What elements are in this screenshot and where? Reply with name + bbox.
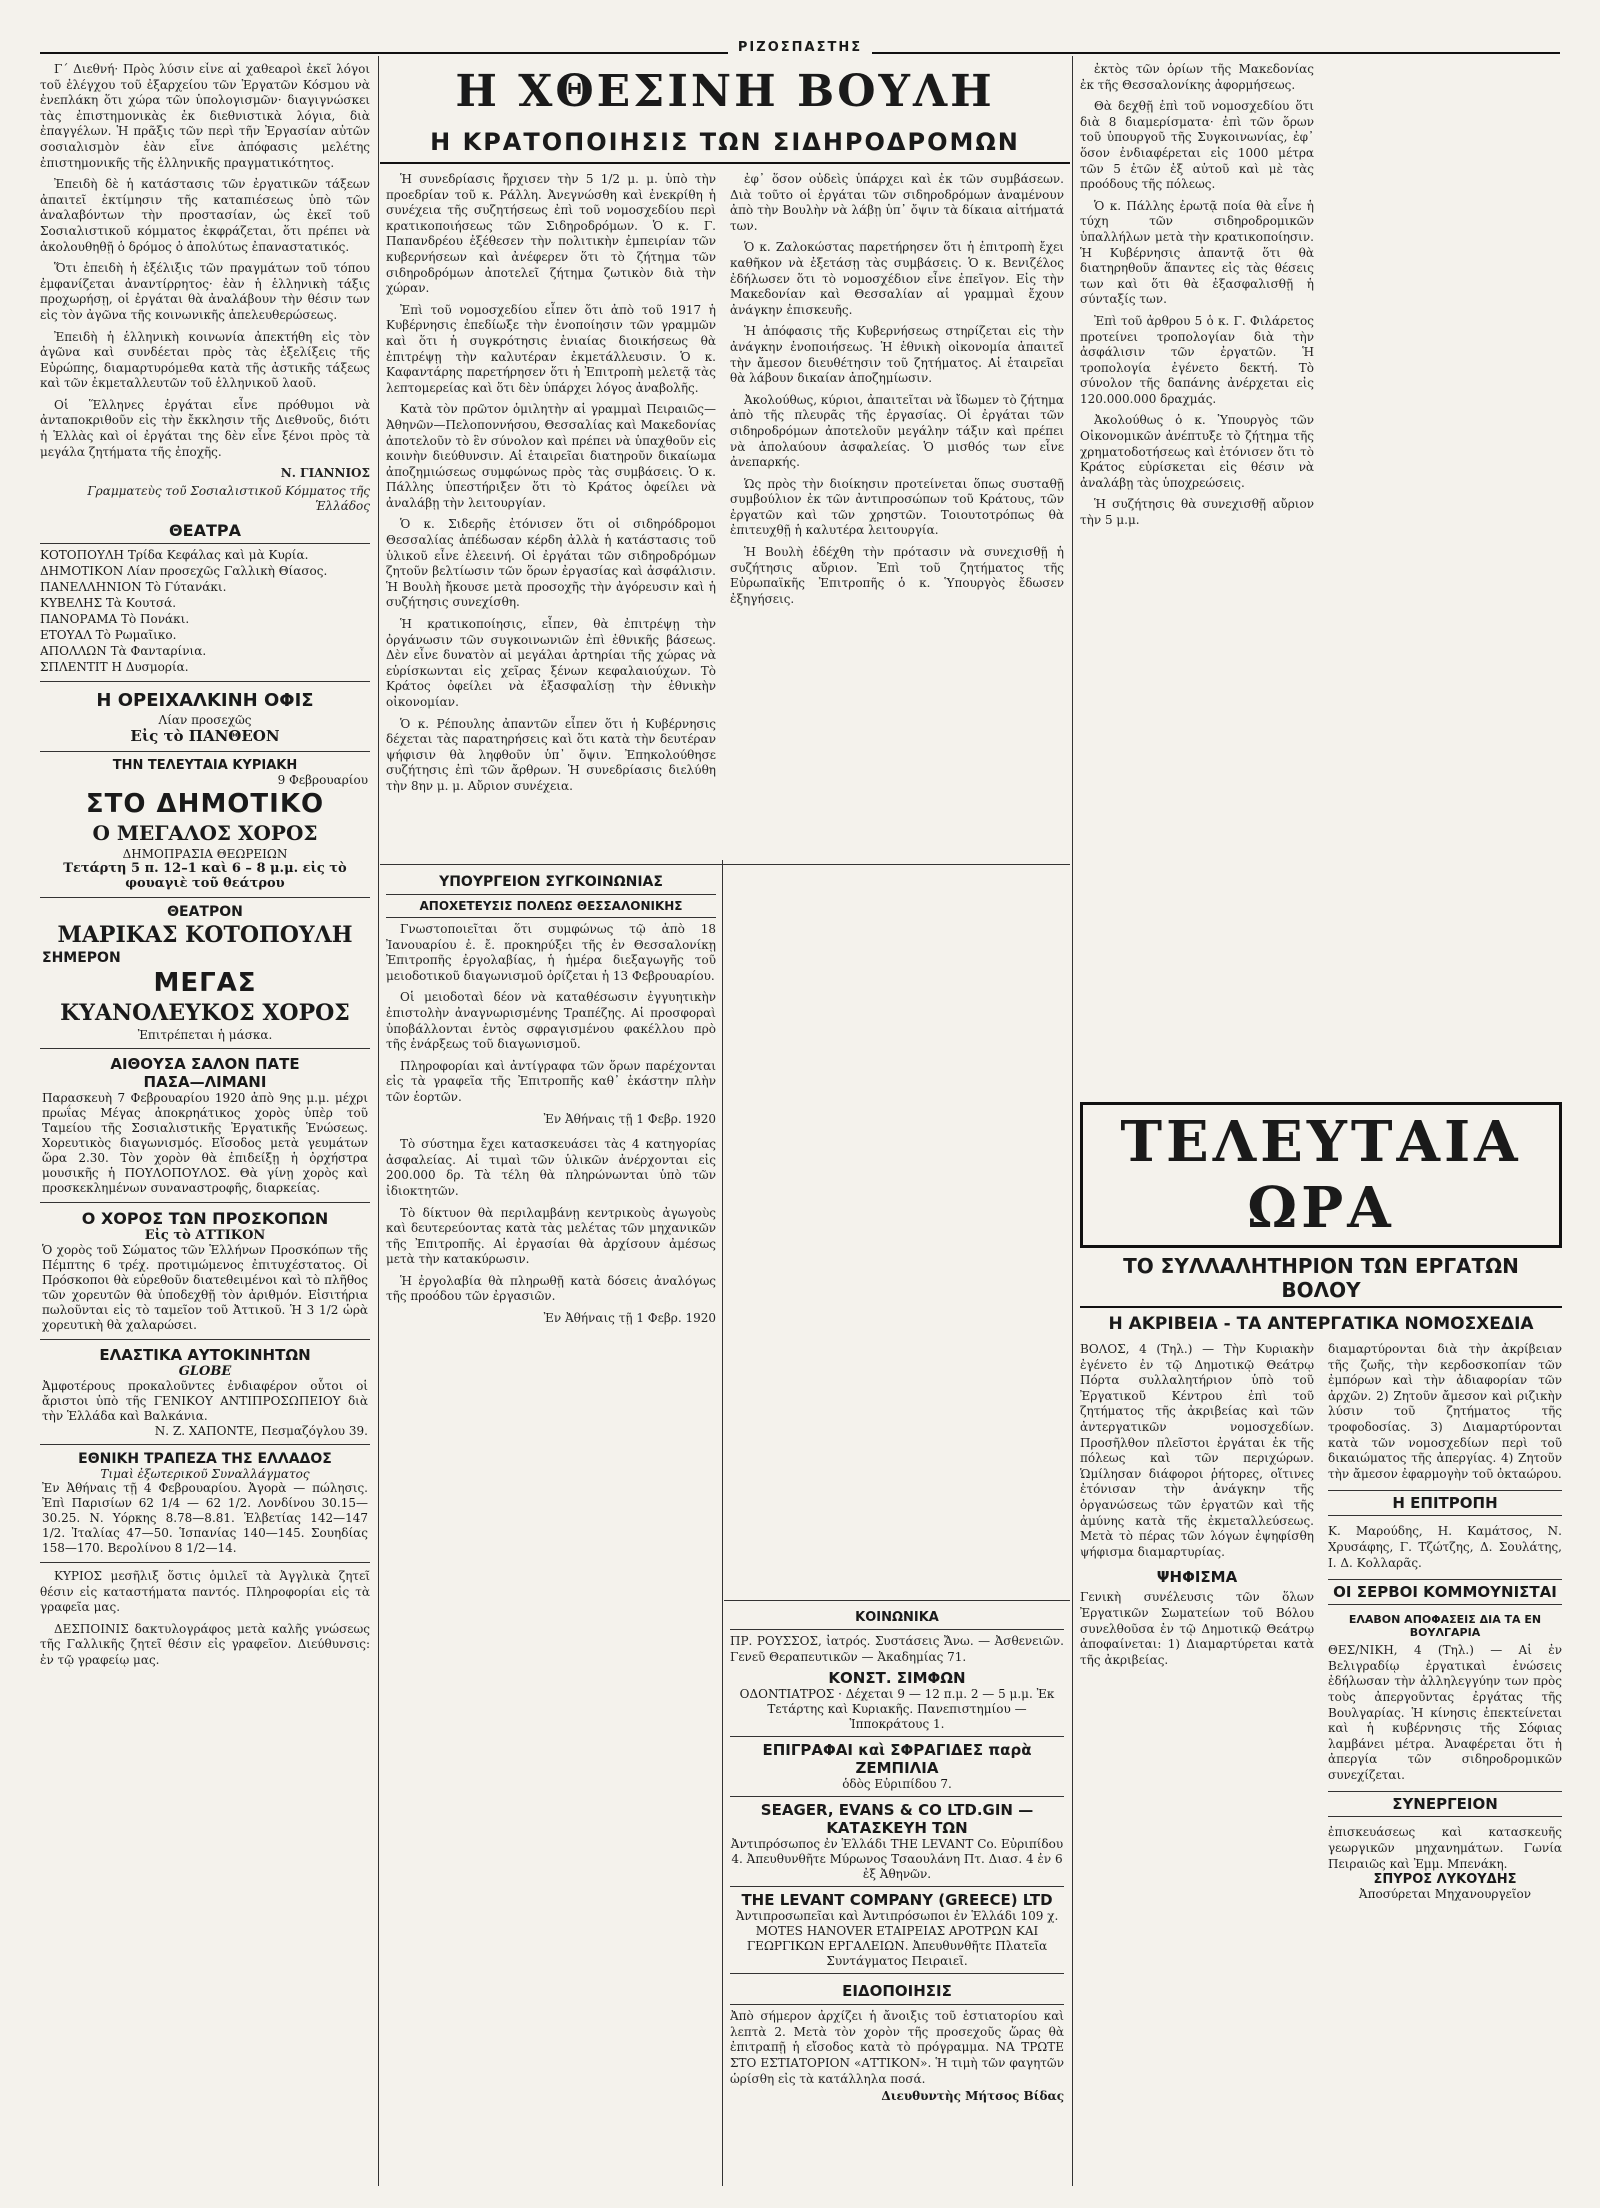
classified-head: SEAGER, EVANS & CO LTD.GIN — ΚΑΤΑΣΚΕΥΗ ΤΩΝ: [760, 1801, 1034, 1838]
last-hour-right: [1328, 1342, 1562, 1901]
section-rule: [380, 864, 1070, 865]
classified-text: Ἀντιπρόσωπος ἐν Ἑλλάδι THE LEVANT Co. Εὐριπίδου 4. Ἀπευθυνθῆτε Μύρωνος Τσαουλάνη Πτ. Διασ. 4 ἐν 6 ἐξ Ἀθηνῶν.: [730, 1837, 1064, 1882]
classified-head: ΕΠΙΓΡΑΦΑΙ καὶ ΣΦΡΑΓΙΔΕΣ παρὰ ΖΕΜΠΙΛΙΑ: [762, 1741, 1032, 1778]
classified-text: Ἀντιπροσωπεῖαι καὶ Ἀντιπρόσωποι ἐν Ἑλλάδι 109 χ. MOTES HANOVER ΕΤΑΙΡΕΙΑΣ ΑΡΟΤΡΩΝ ΚΑΙ ΓΕΩΡΓΙΚΩΝ ΕΡΓΑΛΕΙΩΝ. Ἀπευθυνθῆτε Πλατεῖα Συντάγματος Πειραιεῖ.: [735, 1909, 1059, 1969]
main-paragraph: Ἡ συνεδρίασις ἤρχισεν τὴν 5 1/2 μ. μ. ὑπὸ τὴν προεδρίαν τοῦ κ. Ράλλη. Ἀνεγνώσθη καὶ ἐνεκρίθη ἡ συνέχεια τῆς συζητήσεως ἐπὶ τοῦ νομοσχεδίου περὶ κρατικοποιήσεως τῶν Σιδηροδρόμων. Ὁ κ. Γ. Παπανδρέου ἐξέθεσεν τὴν πολιτικὴν ἐμπειρίαν τῶν κυβερνήσεων καὶ ἀνέφερεν ὅτι τὸ ζήτημα τῶν σιδηροδρόμων ἀποτελεῖ ζήτημα ζωτικὸν διὰ τὴν χώραν.: [386, 172, 716, 296]
ad-bank-title: ΕΘΝΙΚΗ ΤΡΑΠΕΖΑ ΤΗΣ ΕΛΛΑΔΟΣ: [78, 1451, 332, 1468]
main-paragraph: Ὁ κ. Ρέπουλης ἀπαντῶν εἶπεν ὅτι ἡ Κυβέρνησις δέχεται τὰς παρατηρήσεις καὶ ὅτι κατὰ τὴν δευτέραν ψήφισιν θὰ ληφθοῦν ὑπ᾽ ὄψιν. Ἐπηκολούθησε συζήτησις ἐπὶ τῶν ἄρθρων. Ἡ συνεδρίασις διελύθη τὴν 8ην μ. μ. Αὔριον συνέχεια.: [386, 716, 716, 793]
ad-misc-line: ΚΥΡΙΟΣ μεσῆλιξ ὅστις ὁμιλεῖ τὰ Ἀγγλικὰ ζητεῖ θέσιν εἰς καταστήματα παντός. Πληροφορίαι εἰς τὰ γραφεῖα μας.: [40, 1569, 370, 1615]
main-paragraph: Κατὰ τὸν πρῶτον ὁμιλητὴν αἱ γραμμαὶ Πειραιῶς—Ἀθηνῶν—Πελοποννήσου, Θεσσαλίας καὶ Μακεδονίας ἀποτελοῦν τὸ ἓν σύνολον καὶ πρέπει νὰ ὑπαχθοῦν εἰς κοινὴν διεύθυνσιν. Αἱ ἑταιρεῖαι διατηροῦν δικαίωμα ἀποζημιώσεως συμφώνως πρὸς τὰς συμβάσεις. Ὁ κ. Πάλλης ὑπεστήριξεν ὅτι τὸ Κράτος ὀφείλει νὰ ἀναλάβῃ τὴν λειτουργίαν.: [386, 402, 716, 510]
front-subheadline: Η ΚΡΑΤΟΠΟΙΗΣΙΣ ΤΩΝ ΣΙΔΗΡΟΔΡΟΜΩΝ: [380, 128, 1070, 164]
ad-theatre-line: ΜΕΓΑΣ: [153, 968, 257, 999]
classifieds-column: [730, 1606, 1064, 2196]
theatres-list: [40, 548, 370, 675]
col4-article: [1080, 62, 1562, 1102]
ad-bank-text: Ἐν Ἀθήναις τῇ 4 Φεβρουαρίου. Ἀγορὰ — πώλησις. Ἐπὶ Παρισίων 62 1/4 — 62 1/2. Λονδίνου 30.15—30.25. Ν. Υόρκης 8.78—8.81. Ἑλβετίας 142—147 1/2. Ἰταλίας 47—50. Ἱσπανίας 140—145. Σουηδίας 158—170. Βερολίνου 8 1/2—14.: [42, 1481, 368, 1556]
ad-orient-line: Λίαν προσεχῶς: [158, 713, 252, 728]
theatre-item: ΣΠΛΕΝΤΙΤ Η Δυσμορία.: [40, 660, 189, 675]
last-hour-sub2: Η ΑΚΡΙΒΕΙΑ - ΤΑ ΑΝΤΕΡΓΑΤΙΚΑ ΝΟΜΟΣΧΕΔΙΑ: [1108, 1314, 1534, 1334]
left-article: [40, 62, 370, 515]
notices-text: Ἀπὸ σήμερον ἀρχίζει ἡ ἄνοιξις τοῦ ἑστιατορίου καὶ λεπτὰ 2. Μετὰ τὸν χορὸν τῆς προσεχοῦς ὥρας θὰ ἐπιτραπῇ ἡ εἴσοδος κατὰ τὸ πρόγραμμα. ΝΑ ΤΡΩΤΕ ΣΤΟ ΕΣΤΙΑΤΟΡΙΟΝ «ΑΤΤΙΚΟΝ». Ἡ τιμὴ τῶν φαγητῶν ὡρίσθη εἰς τὰ κατάλληλα ποσά.: [730, 2009, 1064, 2086]
col4-paragraph: ἐκτὸς τῶν ὁρίων τῆς Μακεδονίας ἐκ τῆς Θεσσαλονίκης ἀφορμήσεως.: [1080, 62, 1314, 92]
col3-paragraph: Ἡ Βουλὴ ἐδέχθη τὴν πρότασιν νὰ συνεχισθῇ ἡ συζήτησις αὔριον. Ἐπὶ τοῦ ζητήματος τῆς Εὐρωπαϊκῆς Ἐπιτροπῆς ὁ κ. Ὑπουργὸς ἔδωσεν ἐξηγήσεις.: [730, 545, 1064, 606]
theatre-item: ΑΠΟΛΛΩΝ Τὰ Φανταρίνια.: [40, 644, 207, 659]
ad-dance-line: 9 Φεβρουαρίου: [277, 773, 368, 788]
ministry-paragraph: Πληροφορίαι καὶ ἀντίγραφα τῶν ὅρων παρέχονται εἰς τὰ γραφεῖα τῆς Ἐπιτροπῆς καθ᾽ ἑκάστην πλὴν τῶν ἑορτῶν.: [386, 1058, 716, 1104]
ad-theatre-line: ΘΕΑΤΡΟΝ: [167, 904, 243, 921]
last-hour-sub1: ΤΟ ΣΥΛΛΑΛΗΤΗΡΙΟΝ ΤΩΝ ΕΡΓΑΤΩΝ ΒΟΛΟΥ: [1080, 1254, 1562, 1308]
social-text: ΠΡ. ΡΟΥΣΣΟΣ, ἰατρός. Συστάσεις Ἄνω. — Ἀσθενειῶν. Γενεῦ Θεραπευτικῶν — Ἀκαδημίας 71.: [730, 1634, 1064, 1664]
main-paragraph: Ἡ κρατικοποίησις, εἶπεν, θὰ ἐπιτρέψῃ τὴν ὀργάνωσιν τῶν συγκοινωνιῶν ἐπὶ ἐθνικῆς βάσεως. Δὲν εἶνε δυνατὸν αἱ μεγάλαι ἀρτηρίαι τῆς χώρας νὰ εὑρίσκωνται εἰς χεῖρας ξένων κεφαλαιούχων. Τὸ Κράτος ὀφείλει νὰ ἐξασφαλίσῃ τὴν ἐθνικὴν οἰκονομίαν.: [386, 617, 716, 709]
section2-sub: ΕΛΑΒΟΝ ΑΠΟΦΑΣΕΙΣ ΔΙΑ ΤΑ ΕΝ ΒΟΥΛΓΑΡΙΑ: [1348, 1613, 1542, 1640]
classified-0: [730, 1665, 1064, 1737]
ad-scouts: [40, 1203, 370, 1340]
ad-scouts-text: Ὁ χορὸς τοῦ Σώματος τῶν Ἑλλήνων Προσκόπων τῆς Πέμπτης 6 τρέχ. προτιμώμενος ἐπιτυχέστατος. Οἱ Πρόσκοποι θὰ εὑρεθοῦν διατεθειμένοι καὶ τὸ πλῆθος τῶν χορευτῶν θὰ ὑποδεχθῇ τὸν ἀριθμόν. Εἰσιτήρια πωλοῦνται εἰς τὸ ταμεῖον τοῦ Ἀττικοῦ. Ἡ 3 1/2 ὡρὰ χορευτικὴ θὰ χαλαρώσει.: [42, 1243, 368, 1333]
ad-theatre-line: ΣΗΜΕΡΟΝ: [42, 950, 121, 967]
synergeion-title: ΣΥΝΕΡΓΕΙΟΝ: [1328, 1791, 1562, 1817]
theatre-item: ΚΟΤΟΠΟΥΛΗ Τρίδα Κεφάλας καὶ μὰ Κυρία.: [40, 548, 309, 563]
mid-bottom: [386, 1137, 716, 1327]
notices-signature: Διευθυντὴς Μήτσος Βίδας: [881, 2089, 1064, 2104]
ministry-paragraph: Οἱ μειοδοταὶ δέον νὰ καταθέσωσιν ἐγγυητικὴν ἐπιστολὴν ἀναγνωρισμένης Τραπέζης. Αἱ προσφοραὶ ὑποβάλλονται ἐντὸς σφραγισμένου φακέλλου πρὸ τῆς ἐνάρξεως τοῦ διαγωνισμοῦ.: [386, 990, 716, 1052]
ministry-body: [386, 922, 716, 1127]
ad-misc-line: ΔΕΣΠΟΙΝΙΣ δακτυλογράφος μετὰ καλῆς γνώσεως τῆς Γαλλικῆς ζητεῖ θέσιν εἰς γραφεῖον. Διεύθυνσις: ἐν τῷ γραφείῳ μας.: [40, 1621, 370, 1667]
last-hour-body: [1080, 1342, 1562, 1901]
ministry-paragraph: Γνωστοποιεῖται ὅτι συμφώνως τῷ ἀπὸ 18 Ἰανουαρίου ἐ. ἔ. προκηρύξει τῆς ἐν Θεσσαλονίκῃ Ἐπιτροπῆς ἐργολαβίας, ἡ ἡμέρα διεξαγωγῆς τοῦ μειοδοτικοῦ διαγωνισμοῦ ὁρίζεται ἡ 13 Φεβρουαρίου.: [386, 922, 716, 983]
ad-dance: [40, 752, 370, 898]
ad-salon-text: Παρασκευὴ 7 Φεβρουαρίου 1920 ἀπὸ 9ης μ.μ. μέχρι πρωΐας Μέγας ἀποκρηάτικος χορὸς ὑπὲρ τοῦ Ταμείου τῆς Σοσιαλιστικῆς Ἐργατικῆς Ἑνώσεως. Χορευτικὸς διαγωνισμός. Εἴσοδος μετὰ γευμάτων ὥρα 2.30. Τὸν χορὸν θὰ ἐπιδείξῃ ἡ ὀρχήστρα μουσικῆς ἡ ΠΟΥΛΟΠΟΥΛΟΣ. Θὰ γίνῃ χορὸς καὶ προσκεκλημένων συναναστροφῆς, διαρκείας.: [42, 1091, 368, 1196]
main-paragraph: Ἐπὶ τοῦ νομοσχεδίου εἶπεν ὅτι ἀπὸ τοῦ 1917 ἡ Κυβέρνησις ἐπεδίωξε τὴν ἐνοποίησιν τῶν γραμμῶν καὶ ὅτι ἡ συγκρότησις ἑνιαίας διοικήσεως θὰ ἐπιτρέψῃ τὴν καλυτέραν ἐκμετάλλευσιν. Ὁ κ. Καφαντάρης παρετήρησεν ὅτι ἡ Ἐπιτροπὴ μελετᾷ τὰς λεπτομερείας καὶ ὅτι δὲν ὑπάρχει λόγος ἀναβολῆς.: [386, 302, 716, 395]
col4-paragraph: Ἡ συζήτησις θὰ συνεχισθῇ αὔριον τὴν 5 μ.μ.: [1080, 497, 1314, 528]
ad-salon-line: ΠΑΣΑ—ΛΙΜΑΝΙ: [143, 1073, 267, 1092]
resolution-text: Γενικὴ συνέλευσις τῶν ὅλων Ἐργατικῶν Σωματείων τοῦ Βόλου συνελθοῦσα ἐν τῷ Δημοτικῷ Θεάτρῳ ἀποφαίνεται: 1) Διαμαρτύρεται κατὰ τῆς ἀκριβείας.: [1080, 1590, 1314, 1667]
left-column: [40, 62, 370, 2192]
ad-orient-line: Εἰς τὸ ΠΑΝΘΕΟΝ: [130, 727, 280, 746]
last-hour-right-text: διαμαρτύρονται διὰ τὴν ἀκρίβειαν τῆς ζωῆς, τὴν κερδοσκοπίαν τῶν ἐμπόρων καὶ τὴν ἀδιαφορίαν τῶν ἀρχῶν. 2) Ζητοῦν ἄμεσον καὶ ριζικὴν λύσιν τοῦ ζητήματος τῆς τροφοδοσίας. 3) Διαμαρτύρονται κατὰ τῶν νομοσχεδίων περὶ τοῦ δικαιώματος τῆς ἀπεργίας. 4) Ζητοῦν τὴν ἄμεσον ἐφαρμογὴν τοῦ ὀκταώρου.: [1328, 1342, 1562, 1481]
ad-dance-line: ΤΗΝ ΤΕΛΕΥΤΑΙΑ ΚΥΡΙΑΚΗ: [112, 758, 298, 774]
col3-paragraph: Ὡς πρὸς τὴν διοίκησιν προτείνεται ὅπως συσταθῇ συμβούλιον ἐκ τῶν ἀντιπροσώπων τοῦ Κράτους, τῶν ἐργατῶν καὶ τῶν χρηστῶν. Τοιουτοτρόπως θὰ ἐπιτευχθῇ ἡ καλυτέρα λειτουργία.: [730, 476, 1064, 538]
ad-misc: [40, 1569, 370, 1669]
ad-orient-title: Η ΟΡΕΙΧΑΛΚΙΝΗ ΟΦΙΣ: [96, 690, 314, 712]
mid-bottom-paragraph: Ἡ ἐργολαβία θὰ πληρωθῇ κατὰ δόσεις ἀναλόγως τῆς προόδου τῶν ἐργασιῶν.: [386, 1273, 716, 1304]
classified-3: [730, 1887, 1064, 1974]
ad-scouts-title: Ο ΧΟΡΟΣ ΤΩΝ ΠΡΟΣΚΟΠΩΝ: [81, 1209, 329, 1229]
masthead: [40, 24, 1560, 54]
ad-theatre-line: ΚΥΑΝΟΛΕΥΚΟΣ ΧΟΡΟΣ: [60, 1000, 350, 1027]
ministry-title: ΥΠΟΥΡΓΕΙΟΝ ΣΥΓΚΟΙΝΩΝΙΑΣ: [386, 870, 716, 895]
resolution-title: ΨΗΦΙΣΜΑ: [1156, 1568, 1238, 1587]
synergeion-text: ἐπισκευάσεως καὶ κατασκευῆς γεωργικῶν μηχανημάτων. Γωνία Πειραιῶς καὶ Ἐμμ. Μπενάκη.: [1328, 1825, 1562, 1871]
section2-text: ΘΕΣ/ΝΙΚΗ, 4 (Τηλ.) — Αἱ ἐν Βελιγραδίῳ ἐργατικαὶ ἑνώσεις ἐδήλωσαν τὴν ἀλληλεγγύην των πρὸς τοὺς ἀπεργοῦντας ἐργάτας τῆς Βουλγαρίας. Ἡ κίνησις ἐπεκτείνεται καὶ ἡ κυβέρνησις τῆς Σόφιας λαμβάνει μέτρα. Ἀναφέρεται ὅτι ἡ ἀπεργία τῶν σιδηροδρομικῶν συνεχίζεται.: [1328, 1643, 1562, 1782]
synergeion-sign: ΣΠΥΡΟΣ ΛΥΚΟΥΔΗΣ: [1373, 1872, 1517, 1888]
theatre-item: ΠΑΝΟΡΑΜΑ Τὸ Πονάκι.: [40, 612, 190, 627]
mid-bottom-paragraph: Τὸ δίκτυον θὰ περιλαμβάνῃ κεντρικοὺς ἀγωγοὺς καὶ δευτερεύοντας κατὰ τὰς μελέτας τῶν μηχανικῶν τῆς Ἐπιτροπῆς. Αἱ ἐργασίαι θὰ ἀρχίσουν ἀμέσως μετὰ τὴν κατακύρωσιν.: [386, 1205, 716, 1267]
ad-theatre-line: ΜΑΡΙΚΑΣ ΚΟΤΟΠΟΥΛΗ: [57, 922, 353, 949]
classified-text: ΟΔΟΝΤΙΑΤΡΟΣ · Δέχεται 9 — 12 π.μ. 2 — 5 μ.μ. Ἐκ Τετάρτης καὶ Κυριακῆς. Πανεπιστημίου — Ἱπποκράτους 1.: [739, 1687, 1055, 1732]
mid-bottom-paragraph: Τὸ σύστημα ἔχει κατασκευάσει τὰς 4 κατηγορίας ἀσφαλείας. Αἱ τιμαὶ τῶν ὑλικῶν ἀνέρχονται εἰς 200.000 δρ. Τὰ τέλη θὰ πληρώνωνται ὑπὸ τῶν ἰδιοκτητῶν.: [386, 1137, 716, 1198]
last-hour-left-text: ΒΟΛΟΣ, 4 (Τηλ.) — Τὴν Κυριακὴν ἐγένετο ἐν τῷ Δημοτικῷ Θεάτρῳ Πόρτα συλλαλητήριον ὑπὸ τοῦ Ἐργατικοῦ Κέντρου ἐπὶ τοῦ ζητήματος τῆς ἀκριβείας καὶ τῶν ἀντεργατικῶν νομοσχεδίων. Προσῆλθον πλεῖστοι ἐργάται ἐκ τῆς πόλεως καὶ τῶν περιχώρων. Ὡμίλησαν διάφοροι ῥήτορες, οἵτινες ἐτόνισαν τὴν ἀνάγκην τῆς ὀργανώσεως τῶν ἐργατῶν καὶ τῆς ἀμύνης κατὰ τῆς ἐκμεταλλεύσεως. Μετὰ τὸ πέρας τῶν λόγων ἐψηφίσθη ψήφισμα διαμαρτυρίας.: [1080, 1342, 1314, 1559]
last-hour-left: [1080, 1342, 1314, 1901]
classified-2: [730, 1797, 1064, 1887]
ad-orient: [40, 681, 370, 752]
ad-dance-line: ΣΤΟ ΔΗΜΟΤΙΚΟ: [85, 789, 325, 820]
ad-tyres-brand: GLOBE: [178, 1364, 232, 1380]
masthead-title: ΡΙΖΟΣΠΑΣΤΗΣ: [728, 40, 872, 55]
left-paragraph: Οἱ Ἕλληνες ἐργάται εἶνε πρόθυμοι νὰ ἀνταποκριθοῦν εἰς τὴν ἔκκλησιν τῆς Διεθνοῦς, διότι ἡ Ἑλλὰς καὶ οἱ ἐργάται της δὲν εἶνε ξένοι πρὸς τὰ μεγάλα ζητήματα τῆς ἐποχῆς.: [40, 397, 370, 459]
classified-head: ΚΟΝΣΤ. ΣΙΜΦΩΝ: [828, 1669, 966, 1688]
classified-1: [730, 1737, 1064, 1797]
committee-title: Η ΕΠΙΤΡΟΠΗ: [1328, 1490, 1562, 1516]
front-headline: Η ΧΘΕΣΙΝΗ ΒΟΥΛΗ: [455, 66, 995, 117]
column-rule: [378, 56, 379, 2186]
left-paragraph: Ὅτι ἐπειδὴ ἡ ἐξέλιξις τῶν πραγμάτων τοῦ τόπου ἐμφανίζεται ἀναντίρρητος· ἐὰν ἡ ἑλληνικὴ τάξις προχωρήσῃ, οἱ ἐργάται θὰ ἀναλάβουν τὴν θέσιν των εἰς τὸν ἀγῶνα τῆς κοινωνικῆς ἀπελευθερώσεως.: [40, 261, 370, 322]
notices-title: ΕΙΔΟΠΟΙΗΣΙΣ: [730, 1978, 1064, 2005]
ministry-signature: Ἐν Ἀθήναις τῇ 1 Φεβρ. 1920: [543, 1111, 716, 1126]
ad-tyres-title: ΕΛΑΣΤΙΚΑ ΑΥΤΟΚΙΝΗΤΩΝ: [99, 1346, 311, 1365]
left-paragraph: Ἐπειδὴ ἡ ἑλληνικὴ κοινωνία ἀπεκτήθη εἰς τὸν ἀγῶνα καὶ συνδέεται πρὸς τὰς ἐξελίξεις τῆς Εὐρώπης, διαμαρτυρόμεθα κατὰ τῆς ἀστικῆς τάξεως καὶ τῶν ἐκμεταλλευτῶν τοῦ ἑλληνικοῦ λαοῦ.: [40, 329, 370, 391]
ad-salon-line: ΑΙΘΟΥΣΑ ΣΑΛΟΝ ΠΑΤΕ: [110, 1055, 300, 1074]
mid-bottom-signature: Ἐν Ἀθήναις τῇ 1 Φεβρ. 1920: [543, 1311, 716, 1326]
ad-bank-sub: Τιμαὶ ἐξωτερικοῦ Συναλλάγματος: [100, 1467, 310, 1482]
theatre-item: ΔΗΜΟΤΙΚΟΝ Λίαν προσεχῶς Γαλλικὴ Θίασος.: [40, 564, 328, 579]
col3-article: [730, 172, 1064, 607]
col3-paragraph: ἐφ᾽ ὅσον οὐδεὶς ὑπάρχει καὶ ἐκ τῶν συμβάσεων. Διὰ τοῦτο οἱ ἐργάται τῶν σιδηροδρόμων ἀναμένουν ἀπὸ τὴν Βουλὴν νὰ λάβῃ ὑπ᾽ ὄψιν τὰ δίκαια αἰτήματά των.: [730, 172, 1064, 233]
ad-theatre-line: Ἐπιτρέπεται ἡ μάσκα.: [137, 1028, 273, 1043]
synergeion-sign2: Ἀποσύρεται Μηχανουργεῖον: [1358, 1887, 1532, 1902]
left-paragraph: Ἐπειδὴ δὲ ἡ κατάστασις τῶν ἐργατικῶν τάξεων ἀπαιτεῖ ἐκτίμησιν τῆς καταπιέσεως ὑπὸ τῶν ἀναλαβόντων τὴν προστασίαν, ὡς ἐκεῖ τοῦ Σοσιαλιστικοῦ κόμματος ἐκφράζεται, ὅτι πρέπει νὰ ἀκολουθηθῇ ὁ δρόμος ὁ ἀπολύτως ἐπαναστατικός.: [40, 177, 370, 254]
social-title: ΚΟΙΝΩΝΙΚΑ: [730, 1606, 1064, 1630]
ad-bank: [40, 1445, 370, 1563]
last-hour-title: ΤΕΛΕΥΤΑΙΑ ΩΡΑ: [1080, 1102, 1562, 1248]
section-rule: [724, 1600, 1070, 1601]
col4-paragraph: Ὁ κ. Πάλλης ἐρωτᾷ ποία θὰ εἶνε ἡ τύχη τῶν σιδηροδρομικῶν ὑπαλλήλων μετὰ τὴν κρατικοποίησιν. Ἡ Κυβέρνησις ἀπαντᾷ ὅτι θὰ διατηρηθοῦν ἅπαντες εἰς τὰς θέσεις των καὶ ὅτι θὰ ἐξασφαλισθῇ ἡ σύνταξίς των.: [1080, 198, 1314, 307]
column-rule: [1072, 56, 1073, 2186]
classified-head: THE LEVANT COMPANY (GREECE) LTD: [741, 1891, 1053, 1910]
theatres-title: ΘΕΑΤΡΑ: [40, 521, 370, 544]
column-rule: [722, 860, 723, 2186]
ad-theatre: [40, 898, 370, 1049]
ad-tyres-text: Ἀμφοτέρους προκαλοῦντες ἐνδιαφέρον οὗτοι οἱ ἄριστοι ὑπὸ τῆς ΓΕΝΙΚΟΥ ΑΝΤΙΠΡΟΣΩΠΕΙΟΥ διὰ τὴν Ἑλλάδα καὶ Βαλκάνια.: [42, 1379, 368, 1424]
classified-text: ὁδὸς Εὐριπίδου 7.: [842, 1777, 952, 1792]
ad-salon: [40, 1049, 370, 1203]
theatre-item: ΠΑΝΕΛΛΗΝΙΟΝ Τὸ Γύτανάκι.: [40, 580, 227, 595]
left-paragraph: Γ΄ Διεθνή· Πρὸς λύσιν εἶνε αἱ χαθεαροὶ ἐκεῖ λόγοι τοῦ ἐλέγχου τοῦ ἐξαρχείου τῶν Ἑργατῶν Κόσμου νὰ ἐνεπλάκη ὅτι χώρα τῶν ὑπολογισμῶν· διαγιγνώσκει τὰς ἐπιστημονικὰς ἐκ διεθνιστικὰ λόγια, διὰ ἐπαγγέλων. Ἡ πρᾶξις τῶν περὶ τῆν Ἐργασίαν αὐτῶν σοσιαλισμὸν ἐὰν εἶνε ἀπόφασις μελέτης ἐπιστημονικῆς τῆς ἑλληνικῆς πραγματικότητος.: [40, 62, 370, 170]
main-article-col2: [730, 172, 1064, 1592]
ad-dance-line: Ο ΜΕΓΑΛΟΣ ΧΟΡΟΣ: [92, 821, 318, 846]
left-signature-role: Γραμματεὺς τοῦ Σοσιαλιστικοῦ Κόμματος τῆς Ἑλλάδος: [87, 483, 370, 514]
col3-paragraph: Ἀκολούθως, κύριοι, ἀπαιτεῖται νὰ ἴδωμεν τὸ ζήτημα ἀπὸ τῆς πλευρᾶς τῆς ἐργασίας. Οἱ ἐργάται τῶν σιδηροδρόμων ἀποτελοῦν μεγάλην τάξιν καὶ πρέπει νὰ ἀπολαύουν ἀσφαλείας. Ὁ μισθός των εἶνε ἀνεπαρκής.: [730, 392, 1064, 470]
col3-paragraph: Ἡ ἀπόφασις τῆς Κυβερνήσεως στηρίζεται εἰς τὴν ἀνάγκην ἐνοποιήσεως. Ἡ ἐθνικὴ οἰκονομία ἀπαιτεῖ τὴν ἄμεσον διευθέτησιν τοῦ ζητήματος. Αἱ ἑταιρεῖαι θὰ λάβουν δικαίαν ἀποζημίωσιν.: [730, 324, 1064, 386]
ministry-sub: ΑΠΟΧΕΤΕΥΣΙΣ ΠΟΛΕΩΣ ΘΕΣΣΑΛΟΝΙΚΗΣ: [386, 895, 716, 918]
main-article: [386, 172, 716, 795]
ad-dance-line: Τετάρτη 5 π. 12–1 καὶ 6 – 8 μ.μ. εἰς τὸ φουαγιὲ τοῦ θεάτρου: [63, 861, 347, 892]
ad-tyres: [40, 1340, 370, 1445]
col4-paragraph: Ἐπὶ τοῦ ἀρθρου 5 ὁ κ. Γ. Φιλάρετος προτείνει τροπολογίαν διὰ τὴν ἀσφάλισιν τῶν ἐργατῶν. Ἡ τροπολογία ἐγένετο δεκτή. Τὸ σύνολον τῆς δαπάνης ἀνέρχεται εἰς 120.000.000 δραχμάς.: [1080, 313, 1314, 406]
theatre-item: ΚΥΒΕΛΗΣ Τὰ Κουτσά.: [40, 596, 177, 611]
col4-paragraph: Ἀκολούθως ὁ κ. Ὑπουργὸς τῶν Οἰκονομικῶν ἀνέπτυξε τὸ ζήτημα τῆς χρηματοδοτήσεως καὶ ἐτόνισεν ὅτι τὸ Κράτος εὑρίσκεται εἰς θέσιν νὰ ἀναλάβῃ τὰς ὑποχρεώσεις.: [1080, 413, 1314, 490]
ad-scouts-sub: Εἰς τὸ ΑΤΤΙΚΟΝ: [144, 1228, 266, 1244]
main-article-col1: [386, 172, 716, 862]
col4-paragraph: Θὰ δεχθῇ ἐπὶ τοῦ νομοσχεδίου ὅτι διὰ 8 διαμερίσματα· ἐπὶ τῶν ὅρων τοῦ ὑπουργοῦ τῆς Συγκοινωνίας, ἐφ᾽ ὅσον ἐνδιαφέρεται εἰς 1000 μέτρα τῶν 5 ἐτῶν ἐξ αὐτοῦ καὶ μὲ τὰς προόδους τῆς πόλεως.: [1080, 99, 1314, 192]
ad-tyres-contact: Ν. Ζ. ΧΑΠΟΝΤΕ, Πεσμαζόγλου 39.: [154, 1424, 368, 1439]
col3-paragraph: Ὁ κ. Ζαλοκώστας παρετήρησεν ὅτι ἡ ἐπιτροπὴ ἔχει καθῆκον νὰ ἐξετάσῃ τὰς συμβάσεις. Ὁ κ. Βενιζέλος ἐδήλωσεν ὅτι τὸ νομοσχέδιον εἶνε ἐπεῖγον. Εἰς τὴν Μακεδονίαν καὶ Θεσσαλίαν αἱ γραμμαὶ ἔχουν ἀνάγκην ἐπισκευῆς.: [730, 240, 1064, 317]
left-signature: Ν. ΓΙΑΝΝΙΟΣ: [280, 466, 370, 481]
theatre-item: ΕΤΟΥΑΛ Τὸ Ρωμαῖικο.: [40, 628, 177, 643]
right-column: [1080, 62, 1562, 2192]
section2-title: ΟΙ ΣΕΡΒΟΙ ΚΟΜΜΟΥΝΙΣΤΑΙ: [1328, 1579, 1562, 1605]
committee-text: Κ. Μαρούδης, Η. Καμάτσος, Ν. Χρυσάφης, Γ. Τζώτζης, Δ. Σουλάτης, Ι. Δ. Κολλαρᾶς.: [1328, 1524, 1562, 1570]
ad-dance-line: ΔΗΜΟΠΡΑΣΙΑ ΘΕΩΡΕΙΩΝ: [122, 847, 288, 862]
ministry-notice: [386, 870, 716, 2190]
main-paragraph: Ὁ κ. Σιδερῆς ἐτόνισεν ὅτι οἱ σιδηρόδρομοι Θεσσαλίας ἀπέδωσαν κέρδη ἀλλὰ ἡ κατάστασις τοῦ ὑλικοῦ εἶνε ἐλεεινή. Οἱ ἐργάται τῶν σιδηροδρόμων ζητοῦν βελτίωσιν τῶν ὅρων ἐργασίας καὶ ἀσφάλισιν. Ἡ Βουλὴ ἤκουσε μετὰ προσοχῆς τὴν ἀγόρευσιν καὶ ἡ συζήτησις συνεχίσθη.: [386, 517, 716, 610]
